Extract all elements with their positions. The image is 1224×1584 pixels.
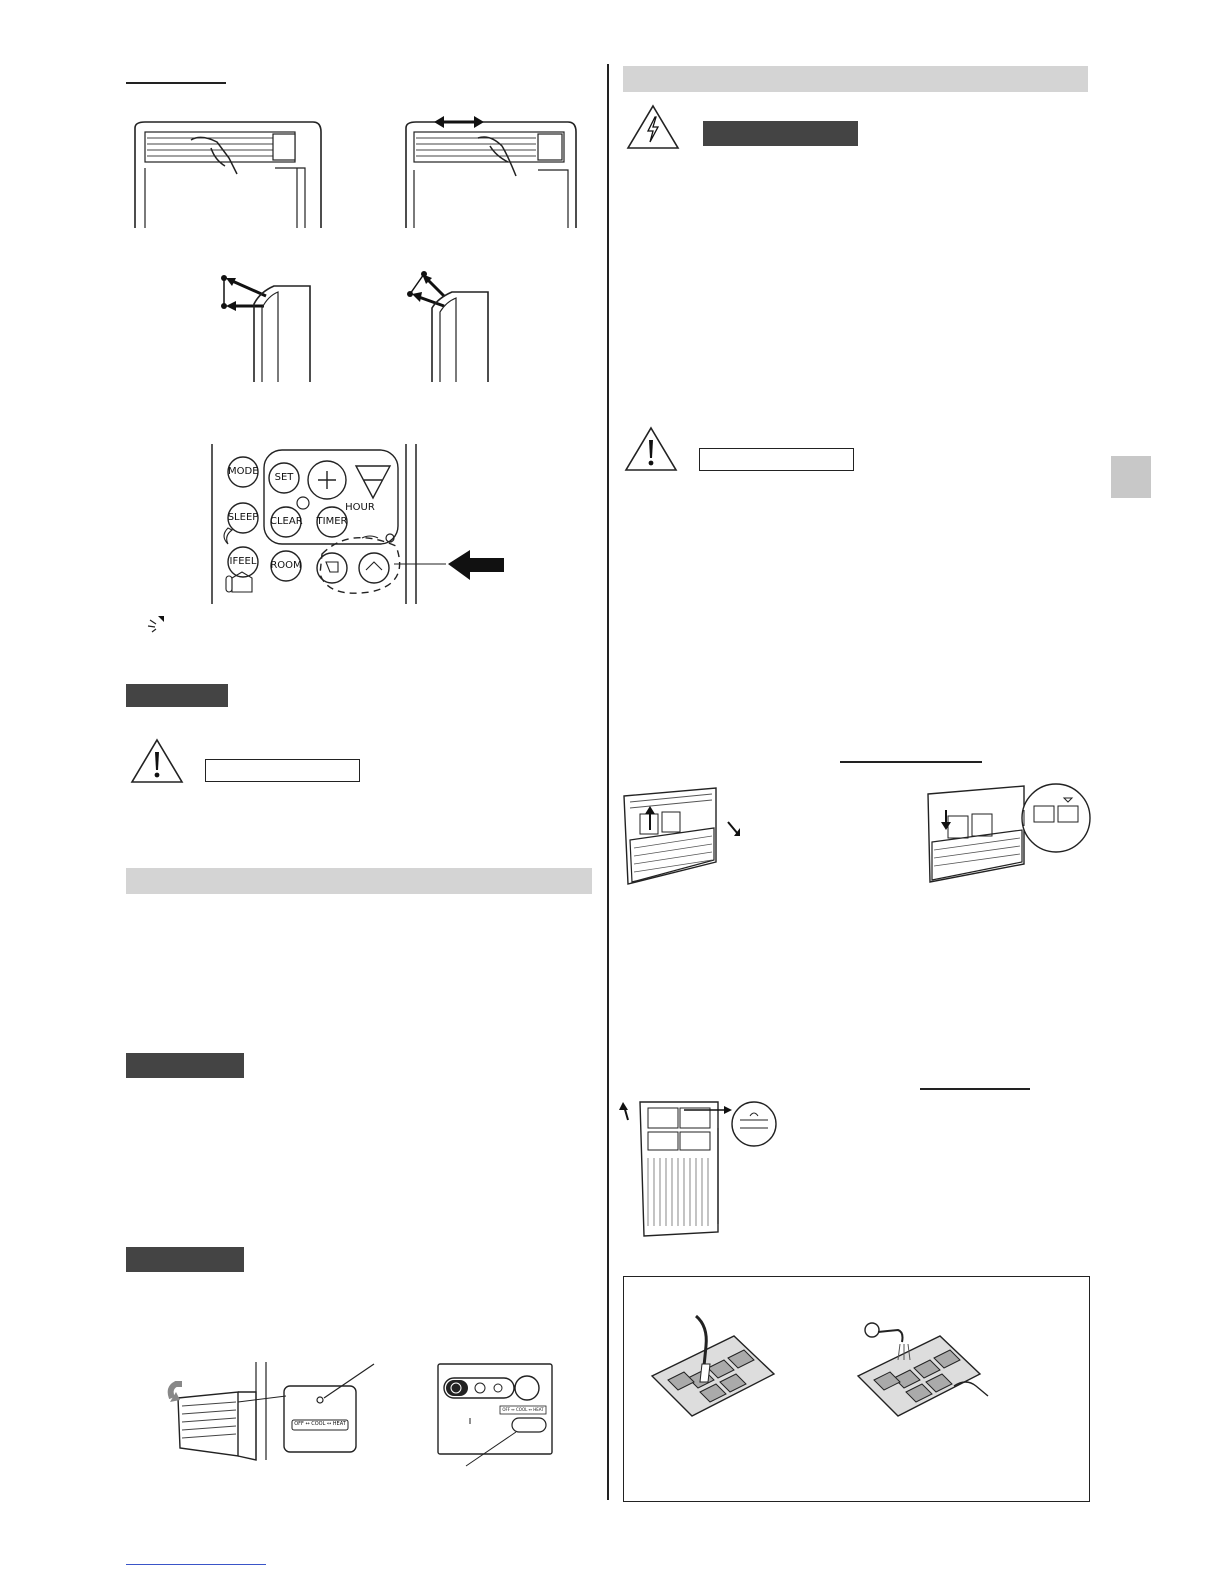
control-panel-illustration xyxy=(436,1362,554,1492)
warning-icon xyxy=(624,426,678,472)
section-header-bar xyxy=(126,868,592,894)
section-label-dark xyxy=(126,1053,244,1078)
vane-diagonal-angle-diagram xyxy=(402,268,502,384)
filter-vacuum-illustration xyxy=(648,1316,778,1420)
section-underline xyxy=(840,761,982,763)
section-header-bar xyxy=(623,66,1088,92)
filter-wash-illustration xyxy=(854,1316,994,1424)
timer-button[interactable]: TIMER xyxy=(316,516,348,527)
unit-louver-hand-illustration xyxy=(125,118,325,233)
danger-label xyxy=(703,121,858,146)
column-divider xyxy=(607,64,609,1500)
sleep-button[interactable]: SLEEP xyxy=(227,512,259,523)
filter-removal-illustration xyxy=(616,784,746,888)
footer-link-underline xyxy=(126,1564,266,1565)
electric-shock-warning-icon xyxy=(626,104,680,150)
ifeel-button[interactable]: IFEEL xyxy=(229,556,257,567)
clear-button[interactable]: CLEAR xyxy=(270,516,303,527)
mode-switch-label: OFF ↔ COOL ↔ HEAT xyxy=(294,1421,346,1427)
filter-insert-illustration xyxy=(924,780,1088,888)
unit-louver-slide-illustration xyxy=(398,112,598,232)
section-label-dark xyxy=(126,684,228,707)
section-underline xyxy=(920,1088,1030,1090)
section-label-dark xyxy=(126,1247,244,1272)
room-button[interactable]: ROOM xyxy=(270,560,302,571)
caution-label-box xyxy=(205,759,360,782)
front-panel-removal-illustration xyxy=(614,1098,802,1238)
warning-icon xyxy=(130,738,184,784)
unit-reset-button-illustration xyxy=(168,1362,378,1462)
vane-vertical-angle-diagram xyxy=(216,272,326,384)
caution-label-box xyxy=(699,448,854,471)
mode-button[interactable]: MODE xyxy=(228,466,259,477)
swing-indicator-icon xyxy=(144,614,168,634)
hour-label: HOUR xyxy=(345,502,375,513)
set-button[interactable]: SET xyxy=(274,472,294,483)
mode-switch-label-small: OFF ↔ COOL ↔ HEAT xyxy=(502,1407,544,1412)
section-underline xyxy=(126,82,226,84)
side-tab-marker xyxy=(1111,456,1151,498)
